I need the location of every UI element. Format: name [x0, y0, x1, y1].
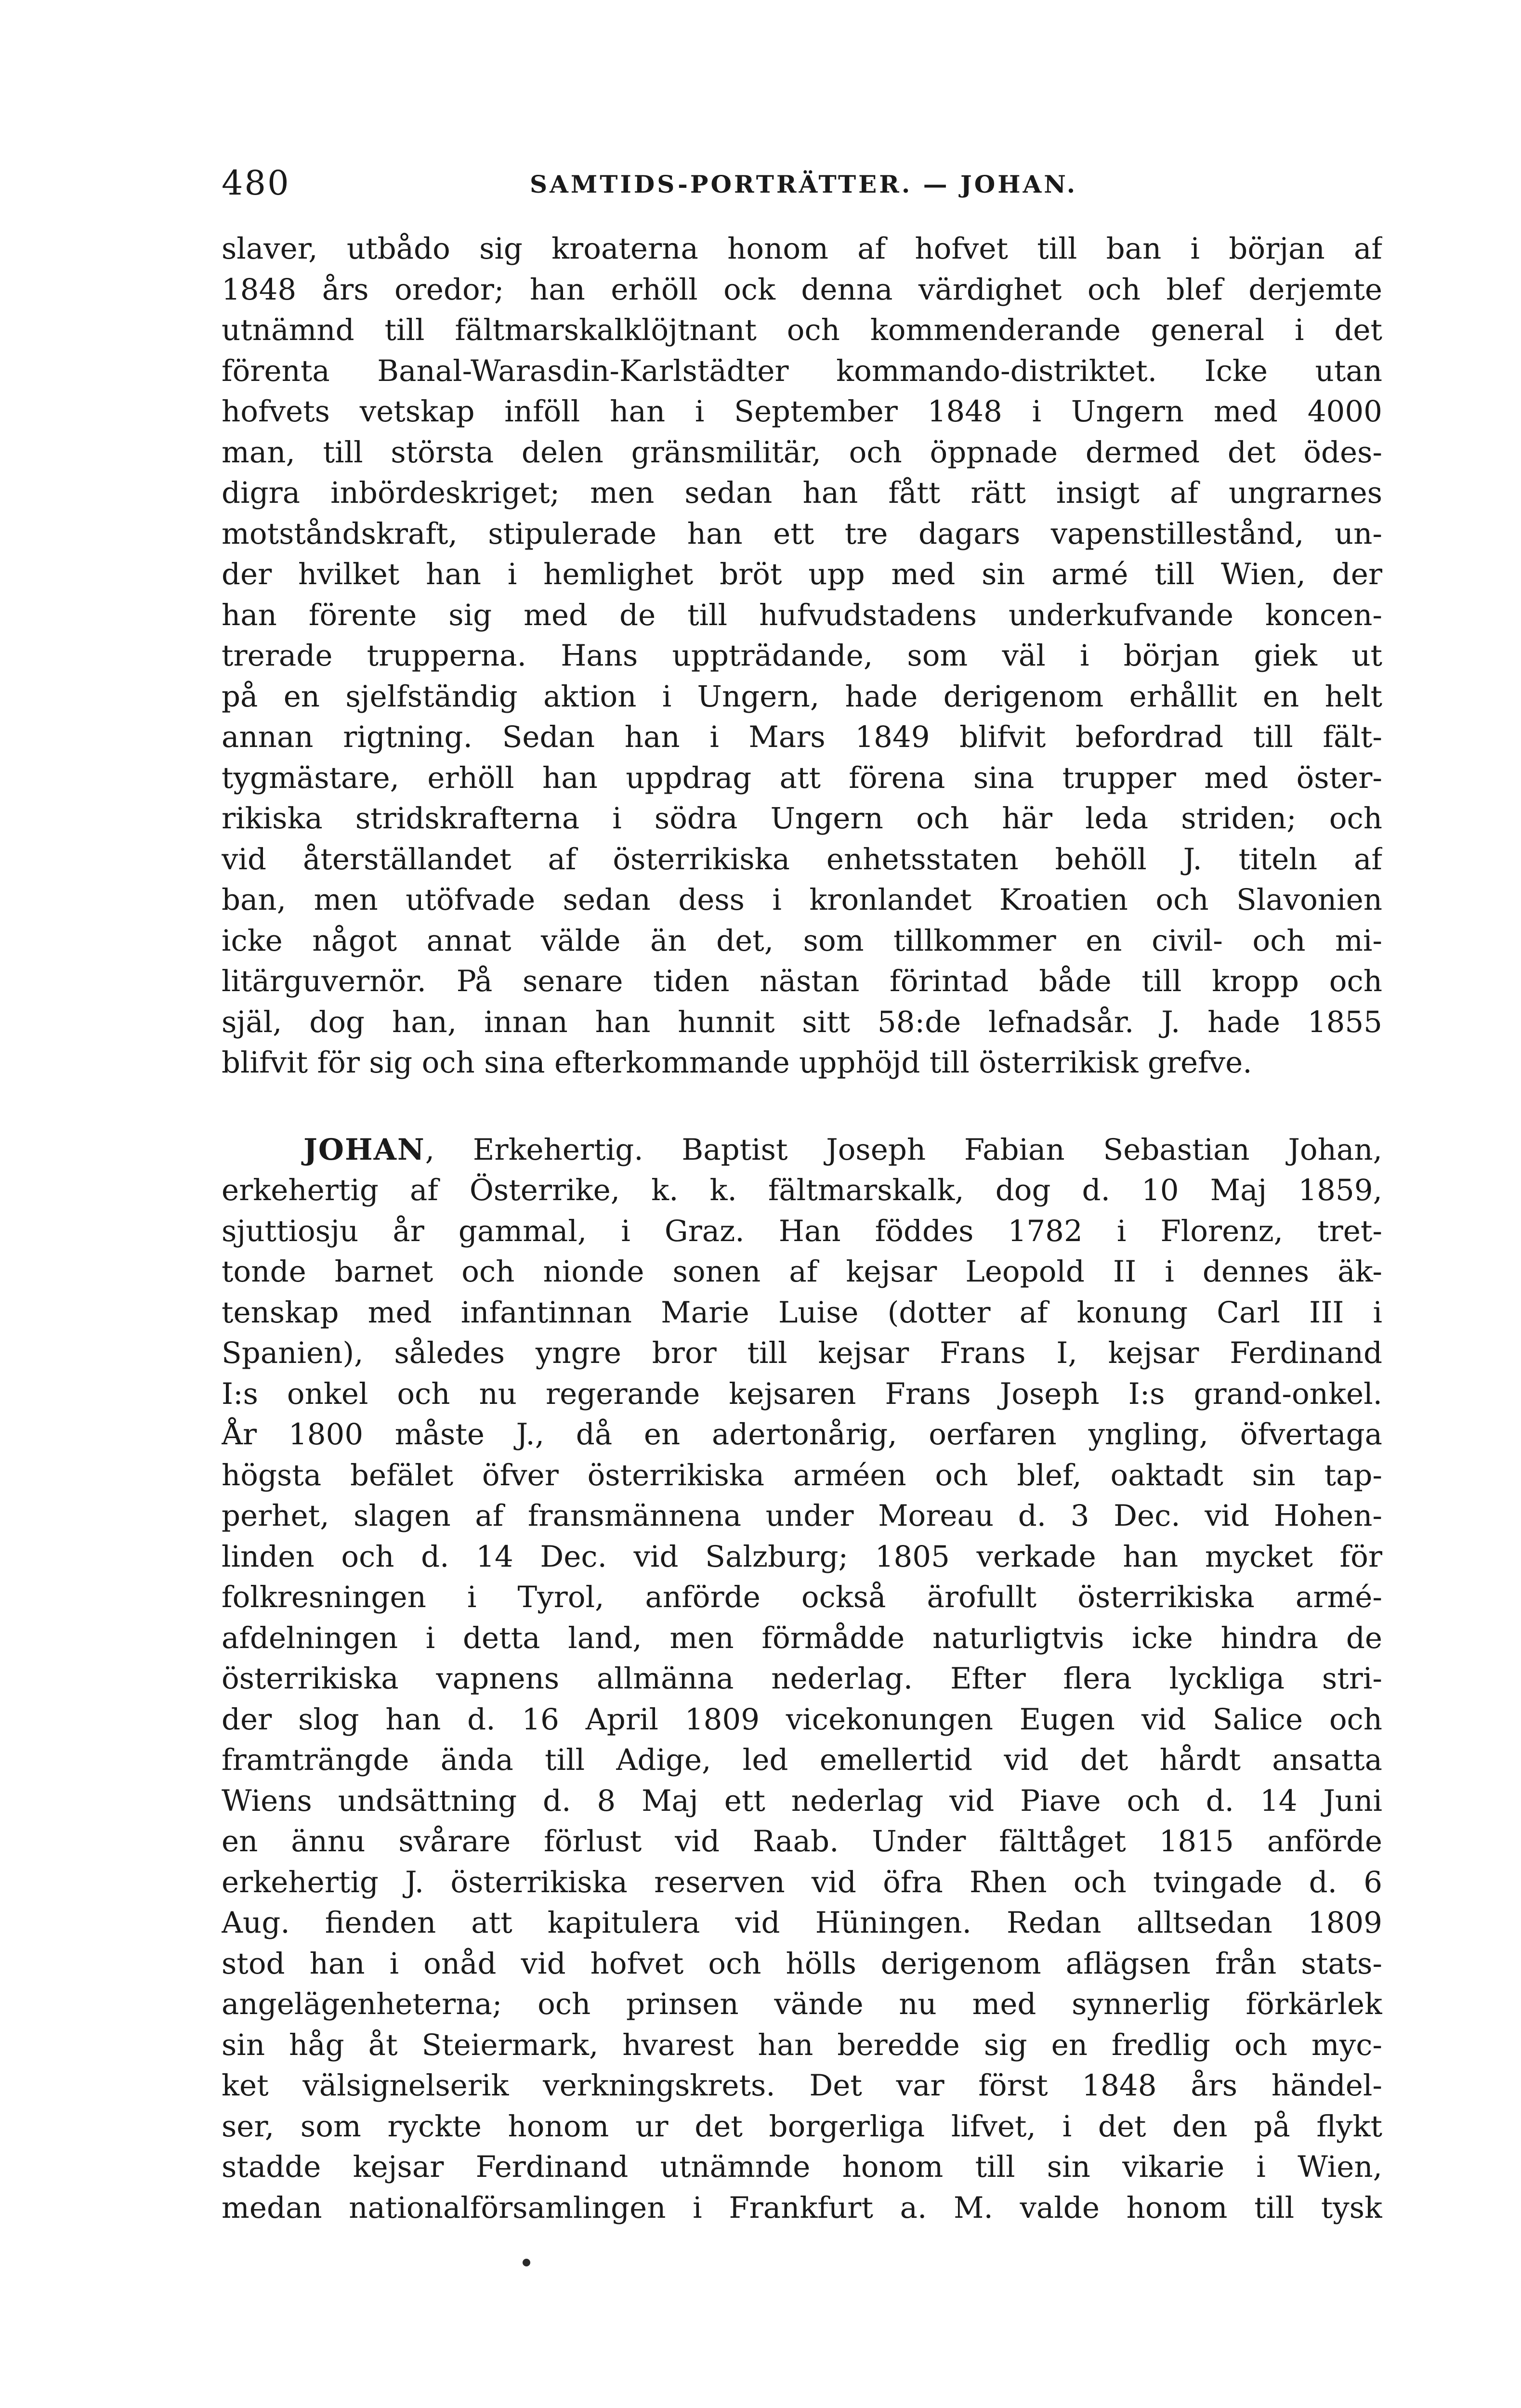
paragraph-spacer	[222, 1084, 1382, 1130]
text-line: framträngde ända till Adige, led emellertid vid det hårdt ansatta	[222, 1743, 1382, 1777]
text-line: angelägenheterna; och prinsen vände nu med synnerlig förkärlek	[222, 1987, 1382, 2021]
text-line: österrikiska vapnens allmänna nederlag. Efter flera lyckliga stri-	[222, 1662, 1382, 1696]
text-line: sin håg åt Steiermark, hvarest han beredde sig en fredlig och myc-	[222, 2028, 1382, 2062]
text-line: han förente sig med de till hufvudstadens underkufvande koncen-	[222, 598, 1382, 632]
text-line: folkresningen i Tyrol, anförde också ärofullt österrikiska armé-	[222, 1580, 1382, 1614]
text-line: der hvilket han i hemlighet bröt upp med sin armé till Wien, der	[222, 557, 1382, 591]
text-line: rikiska stridskrafterna i södra Ungern och här leda striden; och	[222, 801, 1382, 836]
text-line: motståndskraft, stipulerade han ett tre dagars vapenstillestånd, un-	[222, 516, 1382, 551]
running-head: SAMTIDS-PORTRÄTTER. — JOHAN.	[530, 170, 1078, 198]
text-line: blifvit för sig och sina efterkommande upphöjd till österrikisk grefve.	[222, 1046, 1252, 1080]
paragraph-johan-entry	[222, 1130, 1382, 2229]
body-text	[222, 229, 1382, 2228]
text-line: förenta Banal-Warasdin-Karlstädter kommando-distriktet. Icke utan	[222, 353, 1382, 388]
text-line: Spanien), således yngre bror till kejsar Frans I, kejsar Ferdinand	[222, 1336, 1382, 1370]
text-line: erkehertig J. österrikiska reserven vid öfra Rhen och tvingade d. 6	[222, 1865, 1382, 1899]
text-line: en ännu svårare förlust vid Raab. Under fälttåget 1815 anförde	[222, 1824, 1382, 1858]
text-line: medan nationalförsamlingen i Frankfurt a. M. valde honom till tysk	[222, 2190, 1382, 2225]
text-line: ban, men utöfvade sedan dess i kronlandet Kroatien och Slavonien	[222, 883, 1382, 917]
entry-first-line	[222, 1130, 1382, 1171]
entry-first-line-text: , Erkehertig. Baptist Joseph Fabian Sebastian Johan,	[425, 1132, 1382, 1167]
paragraph-slaver	[222, 229, 1382, 1084]
ink-dot-mark	[523, 2259, 530, 2266]
text-line: trerade trupperna. Hans uppträdande, som väl i början giek ut	[222, 639, 1382, 673]
text-line: icke något annat välde än det, som tillkommer en civil- och mi-	[222, 923, 1382, 958]
text-line: stod han i onåd vid hofvet och hölls derigenom aflägsen från stats-	[222, 1946, 1382, 1981]
text-line: man, till största delen gränsmilitär, och öppnade dermed det ödes-	[222, 435, 1382, 470]
text-line: slaver, utbådo sig kroaterna honom af hofvet till ban i början af	[222, 232, 1382, 266]
text-line: linden och d. 14 Dec. vid Salzburg; 1805 verkade han mycket för	[222, 1539, 1382, 1574]
text-line: sjuttiosju år gammal, i Graz. Han föddes 1782 i Florenz, tret-	[222, 1214, 1382, 1248]
text-line: erkehertig af Österrike, k. k. fältmarskalk, dog d. 10 Maj 1859,	[222, 1173, 1382, 1207]
page-number: 480	[222, 163, 290, 203]
text-line: År 1800 måste J., då en adertonårig, oerfaren yngling, öfvertaga	[222, 1417, 1382, 1452]
text-line: tenskap med infantinnan Marie Luise (dotter af konung Carl III i	[222, 1295, 1382, 1330]
text-line: afdelningen i detta land, men förmådde naturligtvis icke hindra de	[222, 1621, 1382, 1655]
text-line: tonde barnet och nionde sonen af kejsar Leopold II i dennes äk-	[222, 1255, 1382, 1289]
text-line: I:s onkel och nu regerande kejsaren Frans Joseph I:s grand-onkel.	[222, 1376, 1382, 1411]
text-line: ket välsignelserik verkningskrets. Det var först 1848 års händel-	[222, 2068, 1382, 2103]
text-line: stadde kejsar Ferdinand utnämnde honom till sin vikarie i Wien,	[222, 2150, 1382, 2184]
text-line: tygmästare, erhöll han uppdrag att förena sina trupper med öster-	[222, 760, 1382, 795]
text-line: perhet, slagen af fransmännena under Moreau d. 3 Dec. vid Hohen-	[222, 1499, 1382, 1533]
text-line: vid återställandet af österrikiska enhetsstaten behöll J. titeln af	[222, 842, 1382, 877]
text-line: själ, dog han, innan han hunnit sitt 58:de lefnadsår. J. hade 1855	[222, 1005, 1382, 1039]
text-line: der slog han d. 16 April 1809 vicekonungen Eugen vid Salice och	[222, 1702, 1382, 1737]
text-line: ser, som ryckte honom ur det borgerliga lifvet, i det den på flykt	[222, 2109, 1382, 2144]
entry-headword: JOHAN	[303, 1132, 425, 1167]
text-line: högsta befälet öfver österrikiska arméen och blef, oaktadt sin tap-	[222, 1458, 1382, 1492]
page-header	[222, 159, 1382, 212]
text-line: Aug. fienden att kapitulera vid Hüningen. Redan alltsedan 1809	[222, 1906, 1382, 1940]
text-line: 1848 års oredor; han erhöll ock denna värdighet och blef derjemte	[222, 272, 1382, 307]
text-line: hofvets vetskap inföll han i September 1848 i Ungern med 4000	[222, 394, 1382, 429]
text-line: på en sjelfständig aktion i Ungern, hade derigenom erhållit en helt	[222, 679, 1382, 714]
text-line: litärguvernör. På senare tiden nästan förintad både till kropp och	[222, 964, 1382, 998]
text-line: utnämnd till fältmarskalklöjtnant och kommenderande general i det	[222, 313, 1382, 347]
text-line: digra inbördeskriget; men sedan han fått rätt insigt af ungrarnes	[222, 476, 1382, 510]
text-line: annan rigtning. Sedan han i Mars 1849 blifvit befordrad till fält-	[222, 720, 1382, 754]
text-line: Wiens undsättning d. 8 Maj ett nederlag vid Piave och d. 14 Juni	[222, 1783, 1382, 1818]
